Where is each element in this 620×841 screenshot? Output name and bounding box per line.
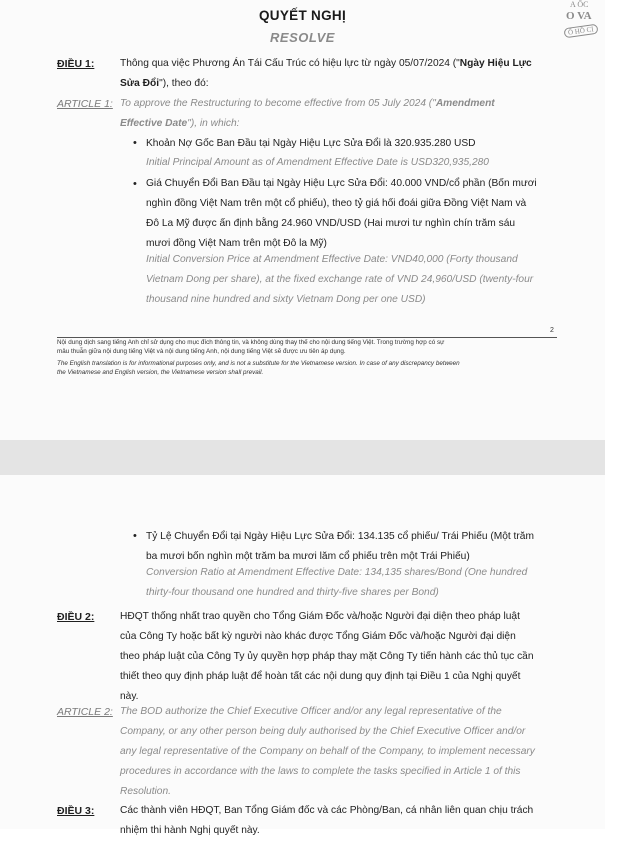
article-1-text-en bbox=[120, 94, 570, 134]
bullet-1-vi-line: Khoản Nợ Gốc Ban Đầu tại Ngày Hiệu Lực Sửa Đổi là 320.935.280 USD bbox=[146, 138, 476, 149]
bullet-2-vi bbox=[146, 174, 537, 254]
bullet-dot-1: • bbox=[133, 137, 137, 149]
article-2-vi-line: HĐQT thống nhất trao quyền cho Tổng Giám Đốc và/hoặc Người đại diện theo pháp luật bbox=[120, 611, 520, 622]
article-2-text-en bbox=[120, 702, 570, 802]
article-3-vi-line: nhiệm thi hành Nghị quyết này. bbox=[120, 825, 260, 836]
article-2-en-line: Resolution. bbox=[120, 786, 171, 797]
bullet-2-vi-line: nghìn đồng Việt Nam trên một cổ phiếu), theo tỷ giá hối đoái giữa Đồng Việt Nam và bbox=[146, 198, 527, 209]
article-1-text-vi-part-2: "), theo đó: bbox=[159, 78, 209, 89]
article-2-en-line: any legal representative of the Company on behalf of the Company, to implement necessary bbox=[120, 746, 535, 757]
footnote-en bbox=[57, 360, 567, 377]
footnote-en-line: the Vietnamese and English version, the Vietnamese version shall prevail. bbox=[57, 368, 264, 376]
bullet-2-en bbox=[146, 250, 533, 310]
article-2-en-line: Company, or any other person being duly authorised by the Chief Executive Officer and/or bbox=[120, 726, 526, 737]
article-2-vi-line: thiết theo quy định pháp luật để hoàn tất các nội dung quy định tại Điều 1 của Nghị quyết bbox=[120, 671, 521, 682]
article-2-label-vi: ĐIỀU 2: bbox=[57, 611, 95, 623]
bullet-3-vi-line: Tỷ Lệ Chuyển Đổi tại Ngày Hiệu Lực Sửa Đổi: 134.135 cổ phiếu/ Trái Phiếu (Một trăm bbox=[146, 531, 534, 542]
footnote-vi bbox=[57, 339, 567, 356]
bullet-2-en-line: Vietnam Dong per share), at the fixed exchange rate of VND 24,960/USD (twenty-four bbox=[146, 274, 534, 285]
bullet-2-vi-line: Giá Chuyển Đổi Ban Đầu tại Ngày Hiệu Lực Sửa Đổi: 40.000 VND/cổ phần (Bốn mươi bbox=[146, 178, 537, 189]
article-1-term-en-2: Effective Date bbox=[120, 118, 188, 129]
article-2-en-line: procedures in accordance with the laws to complete the tasks specified in Article 1 of this bbox=[120, 766, 521, 777]
stamp-line-1: A ỐC bbox=[570, 0, 589, 9]
article-2-text-vi bbox=[120, 607, 570, 707]
article-1-text-en-part-1: To approve the Restructuring to become effective from 05 July 2024 (" bbox=[120, 98, 436, 109]
article-1-text-vi-part-1: Thông qua việc Phương Án Tái Cấu Trúc có hiệu lực từ ngày 05/07/2024 (" bbox=[120, 58, 460, 69]
article-1-label-en: ARTICLE 1: bbox=[57, 98, 113, 110]
bullet-dot-3: • bbox=[133, 530, 137, 542]
article-1-term-vi-2: Sửa Đổi bbox=[120, 78, 160, 89]
bullet-2-vi-line: mươi đồng Việt Nam trên một Đô la Mỹ) bbox=[146, 238, 327, 249]
page-2 bbox=[0, 475, 605, 836]
article-2-label-en: ARTICLE 2: bbox=[57, 706, 113, 718]
footnote-divider bbox=[57, 337, 557, 338]
page-number: 2 bbox=[550, 327, 554, 334]
article-1-term-vi-1: Ngày Hiệu Lực bbox=[459, 58, 532, 69]
article-1-text-en-part-2: "), in which: bbox=[187, 118, 240, 129]
page-subtitle: RESOLVE bbox=[270, 30, 335, 45]
article-1-text-vi bbox=[120, 54, 570, 94]
page-title: QUYẾT NGHỊ bbox=[258, 8, 346, 23]
article-2-en-line: The BOD authorize the Chief Executive Officer and/or any legal representative of the bbox=[120, 706, 502, 717]
article-2-vi-line: của Công Ty hoặc bất kỳ người nào khác được Tổng Giám Đốc và/hoặc Người đại diện bbox=[120, 631, 516, 642]
footnote-vi-line: mâu thuẫn giữa nội dung tiếng Việt và nội dung tiếng Anh, nội dung tiếng Việt sẽ được ưu tiên áp dụng. bbox=[57, 347, 346, 355]
article-1-label-vi: ĐIỀU 1: bbox=[57, 58, 95, 70]
bullet-1-en bbox=[146, 153, 489, 173]
bullet-3-en bbox=[146, 563, 527, 603]
bullet-1-vi bbox=[146, 134, 476, 154]
bullet-3-en-line: Conversion Ratio at Amendment Effective Date: 134,135 shares/Bond (One hundred bbox=[146, 567, 528, 578]
article-1-term-en-1: Amendment bbox=[435, 98, 495, 109]
bullet-3-vi-line: ba mươi bốn nghìn một trăm ba mươi lăm cổ phiếu trên một Trái Phiếu) bbox=[146, 551, 470, 562]
footnote-en-line: The English translation is for informational purposes only, and is not a substitute for the Vietnamese version. In case of any discrepancy between bbox=[57, 360, 460, 367]
page-gap bbox=[0, 440, 605, 475]
bullet-2-vi-line: Đô La Mỹ được ấn định bằng 24.960 VND/USD (Hai mươi tư nghìn chín trăm sáu bbox=[146, 218, 516, 229]
bullet-3-vi bbox=[146, 527, 534, 567]
bullet-1-en-line: Initial Principal Amount as of Amendment Effective Date is USD320,935,280 bbox=[146, 157, 489, 168]
article-3-vi-line: Các thành viên HĐQT, Ban Tổng Giám đốc và các Phòng/Ban, cá nhân liên quan chịu trách bbox=[120, 805, 534, 816]
footnote-vi-line: Nội dung dịch sang tiếng Anh chỉ sử dụng cho mục đích thông tin, và không dùng thay thế cho nội dung tiếng Việt. Trong trường hợp có sự bbox=[57, 339, 445, 346]
article-2-vi-line: theo pháp luật của Công Ty ủy quyền hợp pháp thay mặt Công Ty tiến hành các thủ tục cần bbox=[120, 651, 534, 662]
bullet-3-en-line: thirty-four thousand one hundred and thirty-five shares per Bond) bbox=[146, 587, 439, 598]
stamp-line-2: O VA bbox=[566, 10, 592, 22]
bullet-dot-2: • bbox=[133, 178, 137, 190]
bullet-2-en-line: thousand nine hundred and sixty Vietnam Dong per one USD) bbox=[146, 294, 426, 305]
article-2-vi-line: này. bbox=[120, 691, 139, 702]
article-3-text-vi bbox=[120, 801, 570, 841]
bullet-2-en-line: Initial Conversion Price at Amendment Effective Date: VND40,000 (Forty thousand bbox=[146, 254, 518, 265]
stamp-line-3: Ố HỒ CI bbox=[563, 24, 598, 39]
article-3-label-vi: ĐIỀU 3: bbox=[57, 805, 95, 817]
